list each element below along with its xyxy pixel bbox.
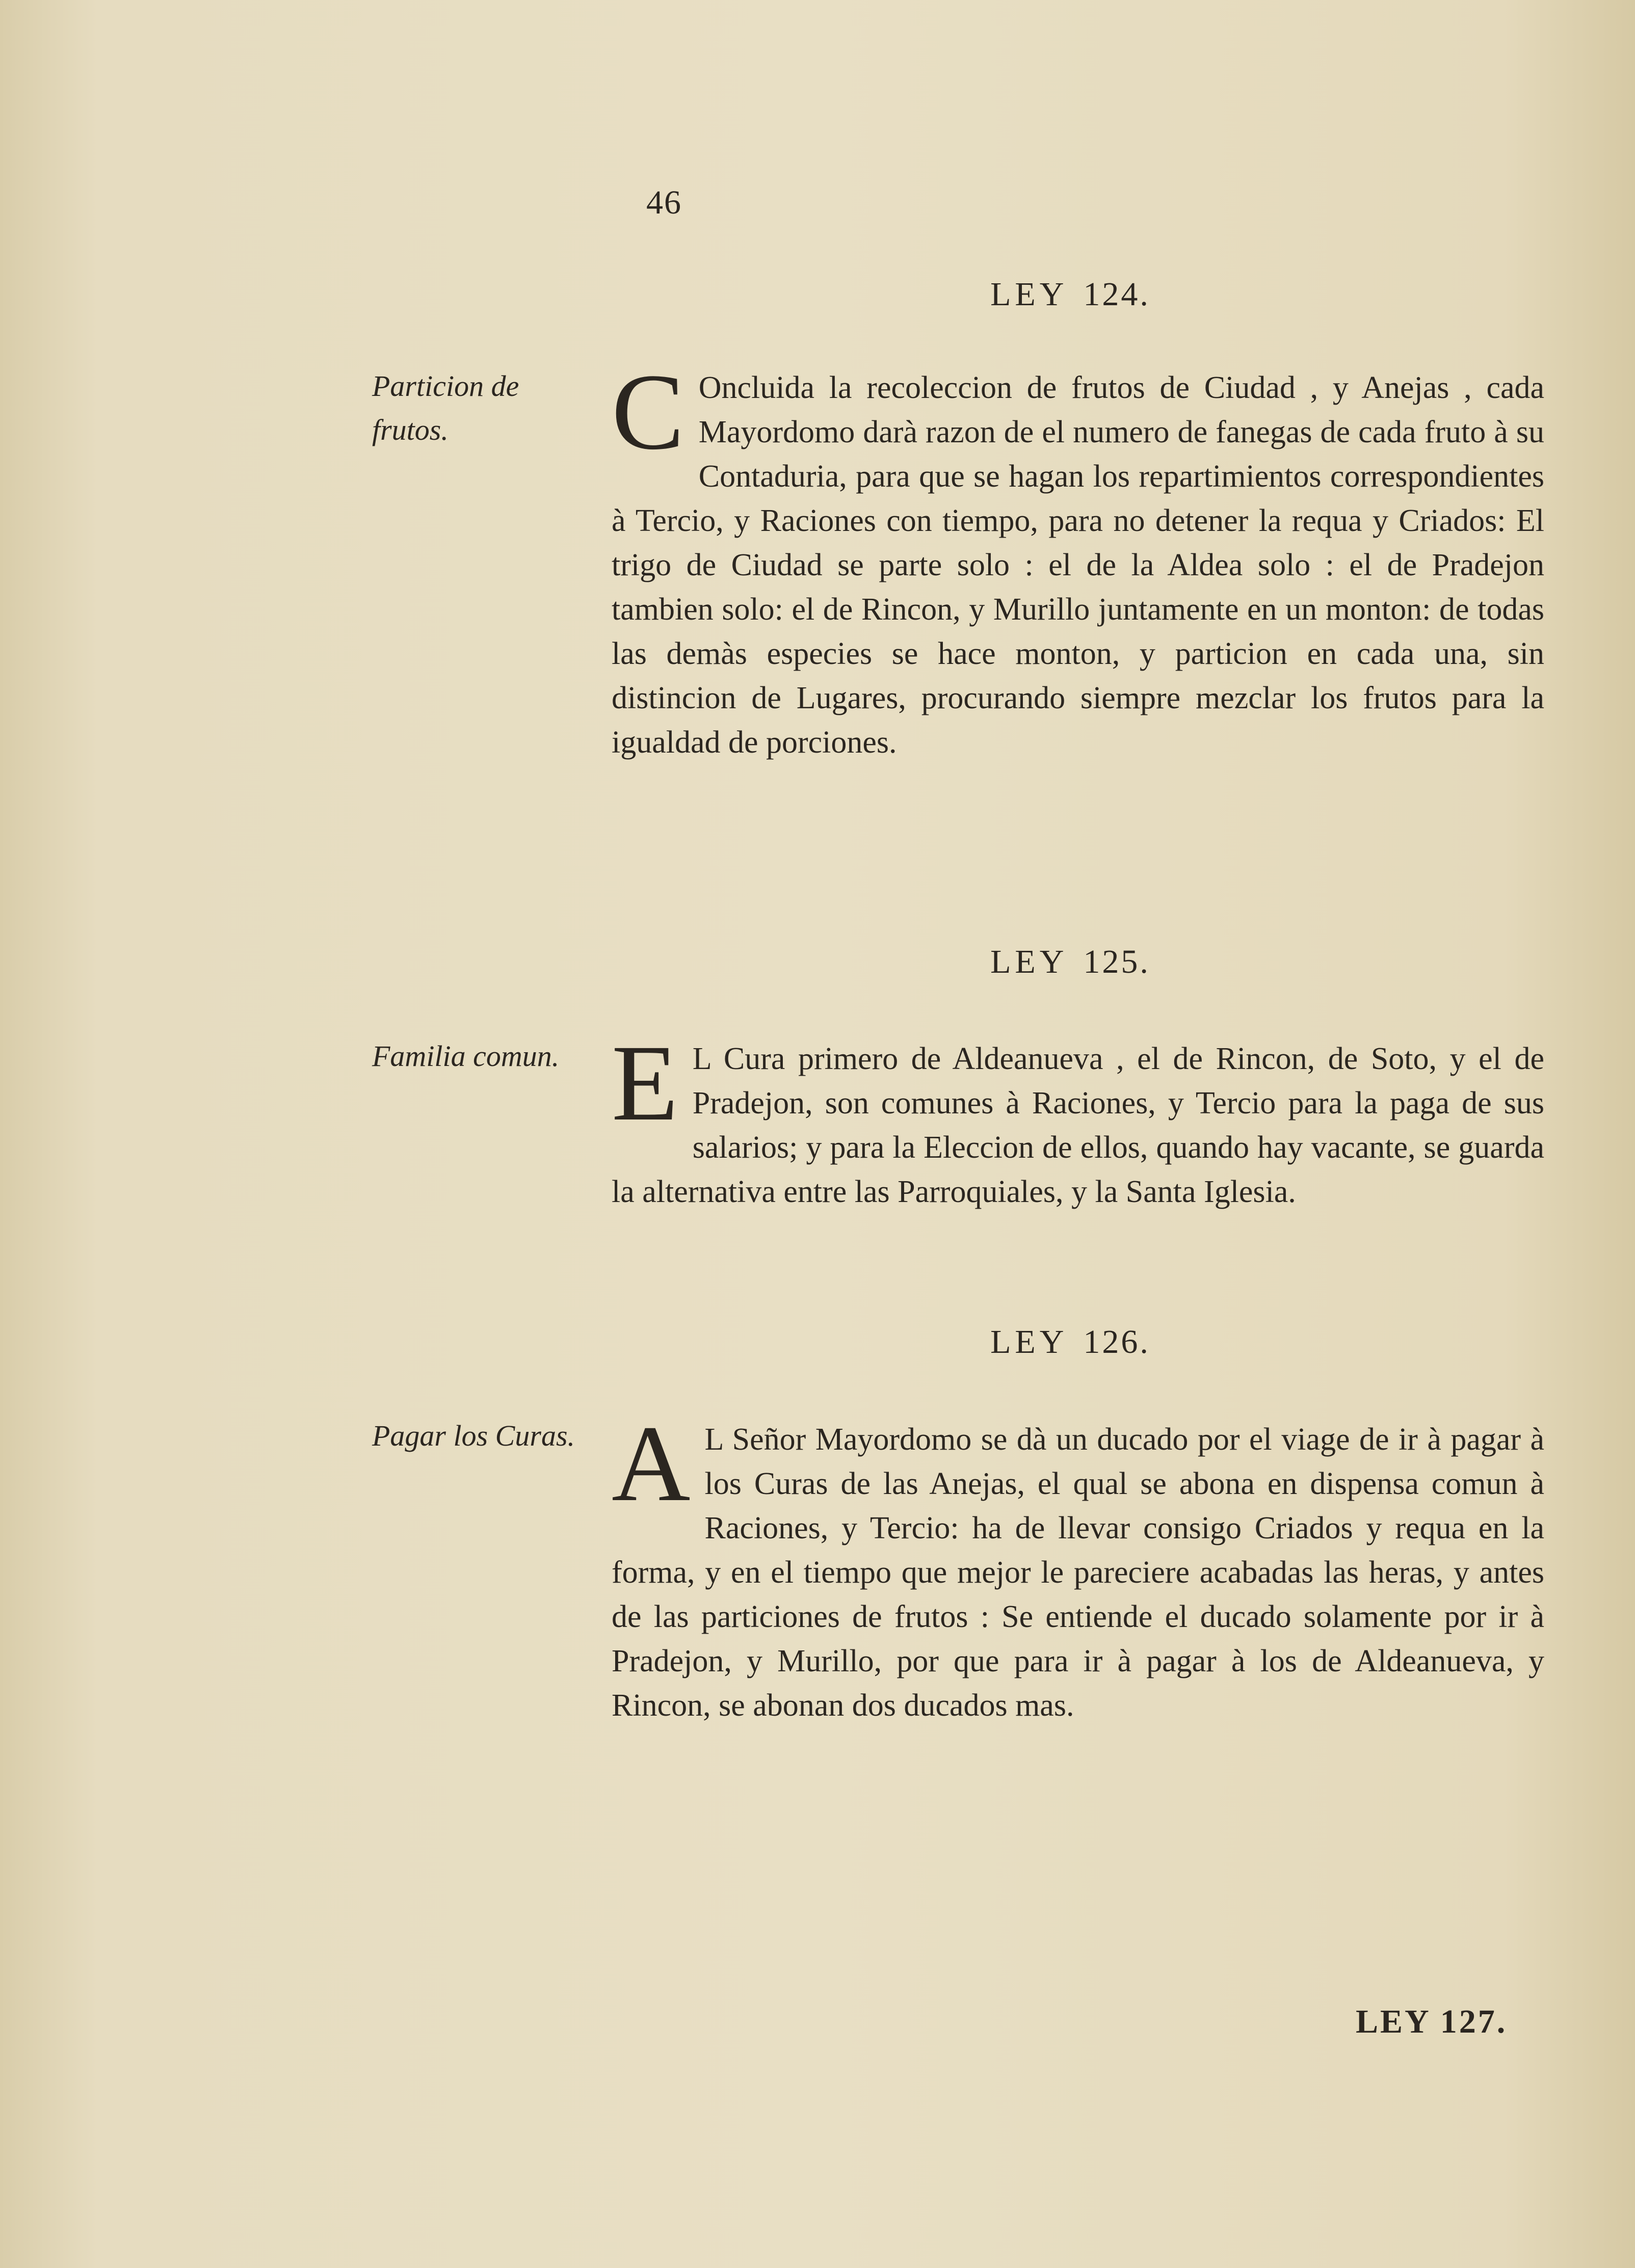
law-paragraph: L Señor Mayordomo se dà un ducado por el viage de ir à pagar à los Curas de las Anejas, el qual se abona en dispensa comun à Raciones, y Tercio: ha de llevar consigo Criados y requa en la forma, y en el tiempo que mejor le pareciere acabadas las heras, y antes de las particiones de frutos : Se entiende el ducado solamente por ir à Pradejon, y Murillo, por que para ir à pagar à los de Aldeanueva, y Rincon, se abonan dos ducados mas. [612, 1422, 1544, 1723]
law-paragraph: L Cura primero de Aldeanueva , el de Rincon, de Soto, y el de Pradejon, son comunes à Raciones, y Tercio para la paga de sus salarios; y para la Eleccion de ellos, quando hay vacante, se guarda la alternativa entre las Parroquiales, y la Santa Iglesia. [612, 1042, 1544, 1209]
page-number: 46 [646, 184, 682, 221]
law-number: 125. [1083, 943, 1150, 980]
law-heading-label: LEY [990, 276, 1068, 313]
law-heading-126 [601, 1323, 1539, 1362]
margin-note-familia: Familia comun. [372, 1039, 560, 1073]
margin-note-particion: Particion de frutos. [372, 369, 519, 446]
drop-cap: E [612, 1023, 678, 1143]
law-heading-124 [601, 275, 1539, 314]
law-paragraph: Oncluida la recoleccion de frutos de Ciudad , y Anejas , cada Mayordomo darà razon de el numero de fanegas de cada fruto à su Contaduria, para que se hagan los repartimientos correspondientes à Tercio, y Raciones con tiempo, para no detener la requa y Criados: El trigo de Ciudad se parte solo : el de la Aldea solo : el de Pradejon tambien solo: el de Rincon, y Murillo juntamente en un monton: de todas las demàs especies se hace monton, y particion en cada una, sin distincion de Lugares, procurando siempre mezclar los frutos para la igualdad de porciones. [612, 370, 1544, 760]
margin-note-pagar: Pagar los Curas. [372, 1419, 575, 1452]
drop-cap: A [612, 1403, 691, 1524]
law-heading-125 [601, 943, 1539, 981]
catchword: LEY 127. [1356, 2003, 1508, 2040]
law-text-125 [612, 1023, 1544, 1214]
law-text-126 [612, 1403, 1544, 1728]
law-number: 126. [1083, 1323, 1150, 1360]
law-heading-label: LEY [990, 1323, 1068, 1360]
law-heading-label: LEY [990, 943, 1068, 980]
drop-cap: C [612, 352, 684, 472]
law-text-124 [612, 352, 1544, 765]
law-number: 124. [1083, 276, 1150, 313]
